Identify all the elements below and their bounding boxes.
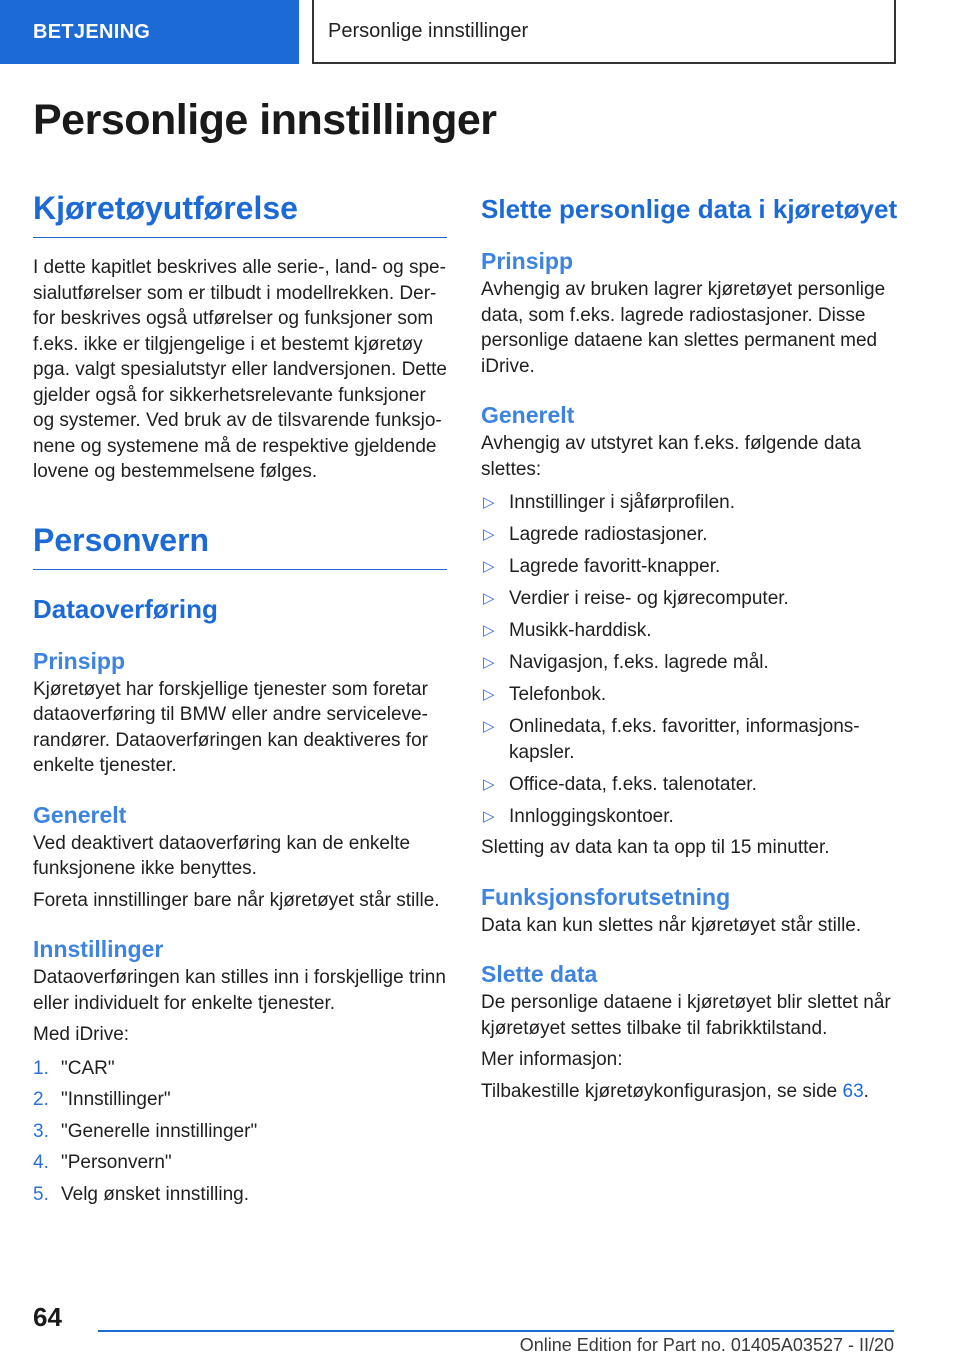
step-number: 1. xyxy=(33,1057,49,1079)
list-item xyxy=(481,682,901,708)
list-item-text: Office-data, f.eks. talenotater. xyxy=(509,773,757,795)
list-item-text: Musikk-harddisk. xyxy=(509,620,652,641)
step-item xyxy=(33,1056,447,1082)
list-item-text: Lagrede favoritt-knapper. xyxy=(509,556,721,577)
general-heading: Generelt xyxy=(481,402,575,428)
step-text: Velg ønsket innstilling. xyxy=(61,1183,249,1205)
principle-heading: Prinsipp xyxy=(33,647,126,674)
list-item-text: Innloggingskontoer. xyxy=(509,805,674,827)
step-text: "Innstillinger" xyxy=(61,1089,171,1110)
step-number: 4. xyxy=(33,1152,49,1173)
data-transfer-heading: Dataoverføring xyxy=(33,593,218,624)
list-item xyxy=(481,804,901,830)
list-item-text: Innstillinger i sjåførprofilen. xyxy=(509,492,735,513)
page-reference-link[interactable]: 63 xyxy=(842,1080,864,1102)
right-column xyxy=(481,194,901,1104)
list-item-text: Lagrede radiostasjoner. xyxy=(509,524,708,545)
precondition-heading: Funksjonsforutsetning xyxy=(481,883,731,910)
list-item xyxy=(481,714,901,765)
step-number: 5. xyxy=(33,1183,49,1205)
chapter-tab xyxy=(0,0,299,64)
more-info-label: Mer informasjon: xyxy=(481,1049,623,1070)
list-item-text: Telefonbok. xyxy=(509,684,607,705)
list-item-text: Onlinedata, f.eks. favoritter, informasjonskapsler. xyxy=(509,716,860,763)
triangle-bullet-icon: ▷ xyxy=(483,775,495,793)
list-item xyxy=(481,586,901,612)
delete-data-text: De personlige dataene i kjøretøyet blir slettet når kjøretøyet settes tilbake til fabrikktilstand. xyxy=(481,992,891,1039)
triangle-bullet-icon: ▷ xyxy=(483,558,495,575)
page-number: 64 xyxy=(33,1302,62,1332)
step-item xyxy=(33,1182,447,1208)
step-text: "CAR" xyxy=(61,1057,115,1079)
step-item xyxy=(33,1087,447,1113)
delete-personal-data-heading: Slette personlige data i kjøretøyet xyxy=(481,194,898,224)
step-item xyxy=(33,1150,447,1176)
principle-text: Kjøretøyet har forskjellige tjenester som foretar dataoverføring til BMW eller andre serviceleverandører. Dataoverføringen kan deaktiveres for enkelte tjenester. xyxy=(33,678,428,776)
list-item xyxy=(481,490,901,516)
left-column xyxy=(33,190,447,1207)
triangle-bullet-icon: ▷ xyxy=(483,494,495,511)
principle-text: Avhengig av bruken lagrer kjøretøyet personlige data, som f.eks. lagrede radiostasjoner. Disse personlige dataene kan slettes permanent med iDrive. xyxy=(481,279,886,377)
triangle-bullet-icon: ▷ xyxy=(483,718,495,735)
vehicle-version-text: I dette kapitlet beskrives alle serie-, land- og spesialutførelser som er tilbudt i modellrekken. Derfor beskrives også utførelser og funksjoner som f.eks. ikke er tilgjengelige i et bestemt kjøretøy pga. valgt spesialutstyr eller landversjonen. Dette gjelder også for sikkerhetsrelevante funksjoner og systemer. Ved bruk av de tilsvarende funksjonene og systemene må de respektive gjeldende lovene og bestemmelsene følges. xyxy=(33,257,448,482)
triangle-bullet-icon: ▷ xyxy=(483,526,495,543)
triangle-bullet-icon: ▷ xyxy=(483,807,495,825)
vehicle-version-heading: Kjøretøyutførelse xyxy=(33,190,447,238)
step-number: 2. xyxy=(33,1089,49,1110)
triangle-bullet-icon: ▷ xyxy=(483,622,495,639)
precondition-text: Data kan kun slettes når kjøretøyet står stille. xyxy=(481,914,862,936)
idrive-label: Med iDrive: xyxy=(33,1024,130,1045)
triangle-bullet-icon: ▷ xyxy=(483,590,495,607)
list-item xyxy=(481,618,901,644)
principle-heading: Prinsipp xyxy=(481,248,574,274)
step-number: 3. xyxy=(33,1120,49,1142)
settings-heading: Innstillinger xyxy=(33,936,164,962)
page-title: Personlige innstillinger xyxy=(33,96,497,144)
delete-data-heading: Slette data xyxy=(481,961,598,987)
reset-reference xyxy=(481,1079,901,1105)
step-text: "Generelle innstillinger" xyxy=(61,1120,258,1142)
step-item xyxy=(33,1119,447,1145)
list-item xyxy=(481,522,901,548)
footer-divider xyxy=(98,1330,894,1332)
list-item xyxy=(481,650,901,676)
list-item xyxy=(481,554,901,580)
chapter-tab-label: BETJENING xyxy=(33,20,151,43)
list-item xyxy=(481,772,901,798)
triangle-bullet-icon: ▷ xyxy=(483,654,495,671)
reset-reference-text: Tilbakestille kjøretøykonfigurasjon, se side xyxy=(481,1080,843,1102)
edition-footer: Online Edition for Part no. 01405A03527 - II/20 xyxy=(519,1335,894,1355)
idrive-steps-list xyxy=(33,1056,447,1208)
duration-text: Sletting av data kan ta opp til 15 minutter. xyxy=(481,837,830,858)
general-text-deactivated: Ved deaktivert dataoverføring kan de enkelte funksjonene ikke benyttes. xyxy=(33,832,411,879)
list-item-text: Navigasjon, f.eks. lagrede mål. xyxy=(509,652,769,673)
privacy-heading: Personvern xyxy=(33,522,447,570)
general-text: Avhengig av utstyret kan f.eks. følgende data slettes: xyxy=(481,433,861,480)
reset-reference-period: . xyxy=(863,1080,869,1102)
section-tab-label: Personlige innstillinger xyxy=(328,19,529,42)
general-heading: Generelt xyxy=(33,801,127,828)
step-text: "Personvern" xyxy=(61,1152,172,1173)
deletable-data-list xyxy=(481,490,901,829)
list-item-text: Verdier i reise- og kjørecomputer. xyxy=(509,588,789,609)
section-tab xyxy=(312,0,896,64)
settings-text: Dataoverføringen kan stilles inn i forskjellige trinn eller individuelt for enkelte tjenester. xyxy=(33,967,446,1014)
triangle-bullet-icon: ▷ xyxy=(483,686,495,703)
general-text-standstill: Foreta innstillinger bare når kjøretøyet står stille. xyxy=(33,889,440,911)
